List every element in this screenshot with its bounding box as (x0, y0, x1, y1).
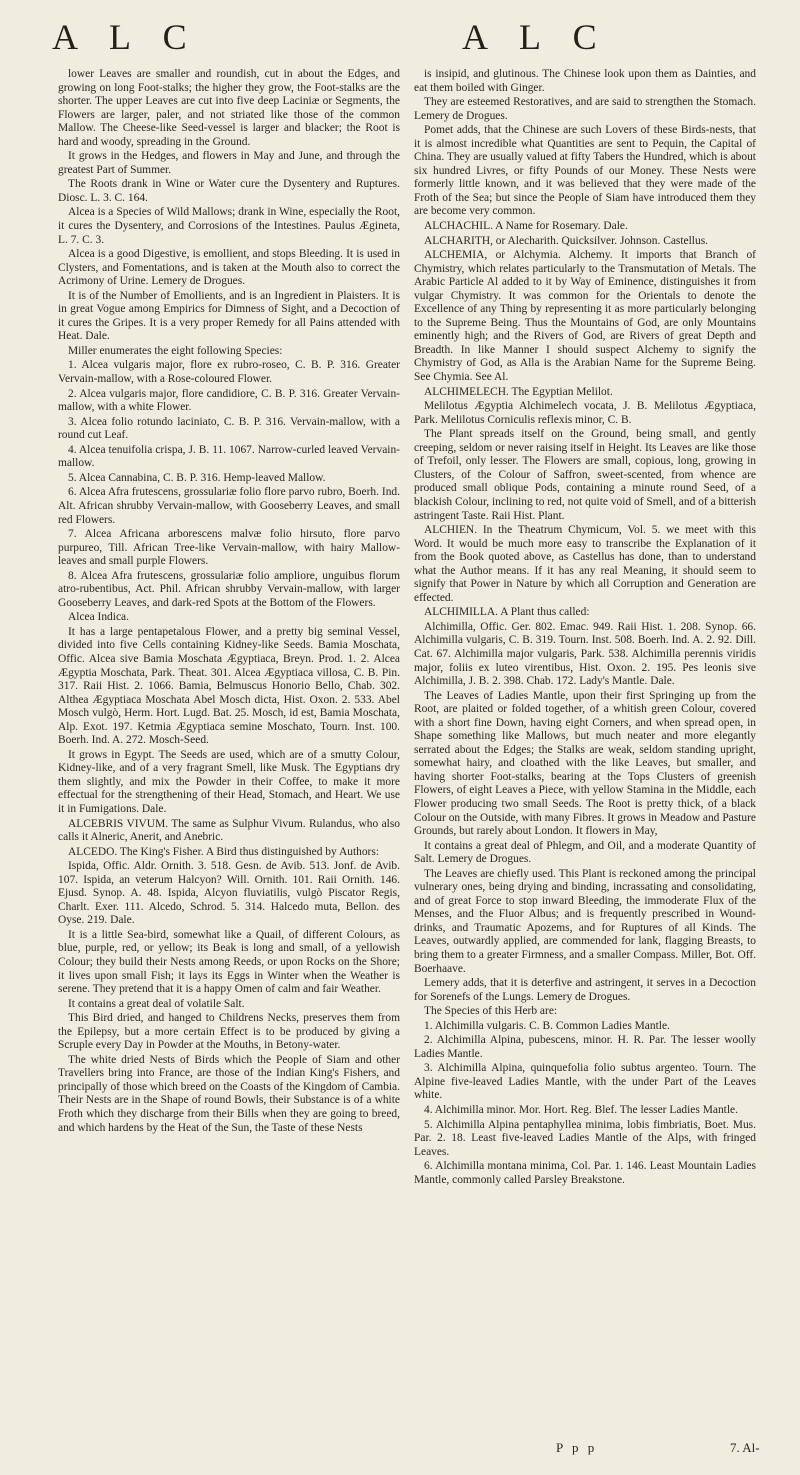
paragraph: They are esteemed Restoratives, and are said to strengthen the Stomach. Lemery de Drogues. (414, 96, 756, 122)
paragraph: This Bird dried, and hanged to Childrens Necks, preserves them from the Epilepsy, but a more certain Effect is to be produced by giving a Scruple every Day in Powder at the Mouths, in Betony-water. (58, 1012, 400, 1052)
paragraph: ALCEBRIS VIVUM. The same as Sulphur Vivum. Rulandus, who also calls it Alneric, Anerit, and Anebric. (58, 817, 400, 844)
paragraph: The white dried Nests of Birds which the People of Siam and other Travellers bring into France, are those of the Indian King's Fishers, and principally of those which breed on the Coasts of the Kingdom of Cambia. Their Nests are in the Shape of round Bowls, their Substance is of a white Froth which they discharge from their Bills when they are going to breed, and which hardens by the Heat of the Sun, the Taste of these Nests (58, 1053, 400, 1134)
paragraph: The Roots drank in Wine or Water cure the Dysentery and Ruptures. Diosc. L. 3. C. 164. (58, 178, 400, 204)
signature-mark: P p p (556, 1440, 598, 1455)
right-column (414, 68, 756, 1438)
paragraph: Ispida, Offic. Aldr. Ornith. 3. 518. Gesn. de Avib. 513. Jonf. de Avib. 107. Ispida, an veterum Halcyon? Will. Ornith. 101. Raii Ornith. 146. Ejusd. Synop. A. 48. Ispida, Alcyon fluviatilis, vulgò Piscator Regis, Charlt. Exer. 111. Alcedo, Schrod. 5. 314. Halcedo muta, Bellon. des Oyse. 219. Dale. (58, 860, 400, 927)
paragraph: The Leaves of Ladies Mantle, upon their first Springing up from the Root, are plaited or folded together, of a whitish green Colour, covered with a short fine Down, having eight Corners, and when spread open, in Shape something like Mallows, but much neater and more elegantly serrated about the Edges; the Stalks are weak, seldom standing upright, somewhat hairy, and cloathed with the like Leaves, but smaller, and having shorter Foot-stalks, bearing at the Tops Clusters of greenish Flowers, of eight Leaves a Piece, with yellow Stamina in the Middle, each Flower producing two small Seeds. The Root is pretty thick, of a black Colour on the Outside, with many Fibres. It grows in Meadow and Pasture Grounds, but rarely about London. It flowers in May, (414, 689, 756, 838)
paragraph: It grows in Egypt. The Seeds are used, which are of a smutty Colour, Kidney-like, and of a very fragrant Smell, like Musk. The Egyptians dry them slightly, and mix the Powder in their Coffee, to make it more effectual for the strengthening of their Head, Stomach, and Heart. We use it in Fumigations. Dale. (58, 748, 400, 815)
paragraph: The Plant spreads itself on the Ground, being small, and gently creeping, seldom or never raising itself in Height. Its Leaves are like those of Trefoil, only lesser. The Flowers are small, copious, long, growing in Clusters, of the Colour of Saffron, sweet-scented, from whence are produced small oblique Pods, containing a minute round Seed, of a blackish Colour, inclining to red, not quite void of Smell, and of a bitterish astringent Taste. Raii Hist. Plant. (414, 428, 756, 522)
paragraph: 2. Alchimilla Alpina, pubescens, minor. H. R. Par. The lesser woolly Ladies Mantle. (414, 1034, 756, 1060)
paragraph: 8. Alcea Afra frutescens, grossulariæ folio ampliore, unguibus florum atro-rubentibus, Act. Phil. African shrubby Vervain-mallow, with larger Gooseberry Leaves, and dark-red Spots at the Bottom of the Flowers. (58, 569, 400, 609)
paragraph: ALCEDO. The King's Fisher. A Bird thus distinguished by Authors: (68, 845, 379, 858)
left-column (58, 68, 400, 1438)
paragraph: It is a little Sea-bird, somewhat like a Quail, of different Colours, as blue, purple, red, or yellow; its Beak is long and small, of a yellowish Colour; they build their Nests among Reeds, or upon Rocks on the Shore; it lives upon small Fish; it lays its Eggs in Winter when the Weather is serene. They pretend that it is a happy Omen of calm and fair Weather. (58, 928, 400, 996)
paragraph: 7. Alcea Africana arborescens malvæ folio hirsuto, flore parvo purpureo, Till. African Tree-like Vervain-mallow, with hairy Mallow-leaves and small purple Flowers. (58, 528, 400, 568)
paragraph: lower Leaves are smaller and roundish, cut in about the Edges, and growing on long Foot-stalks; the higher they grow, the Foot-stalks are the shorter. The upper Leaves are cut into five deep Laciniæ or Segments, the Flowers are larger, paler, and not striated like those of the common Mallow. The Cheese-like Seed-vessel is larger and blacker; the Root is hard and woody, spreading in the Ground. (58, 68, 400, 148)
paragraph: Miller enumerates the eight following Species: (68, 344, 283, 357)
running-head-right: A L C (462, 17, 609, 57)
paragraph: ALCHARITH, or Alecharith. Quicksilver. Johnson. Castellus. (424, 234, 708, 247)
paragraph: The Species of this Herb are: (424, 1005, 558, 1018)
paragraph: 2. Alcea vulgaris major, flore candidiore, C. B. P. 316. Greater Vervain-mallow, with a white Flower. (58, 387, 400, 414)
paragraph: It has a large pentapetalous Flower, and a pretty big seminal Vessel, divided into five Cells containing Kidney-like Seeds. Bamia Moschata, Offic. Alcea sive Bamia Moschata Ægyptiaca, Breyn. Prod. 1. 2. Alcea Ægyptia Moschata, Park. Theat. 301. Alcea Ægyptiaca villosa, C. B. Pin. 317. Raii Hist. 2. 1066. Bamia, Belmuscus Honorio Bello, Chab. 302. Althea Ægyptiaca Moschata Abel Mosch dicta, Hist. Oxon. 2. 533. Abel Mosch vulgò, Herm. Hort. Lugd. Bat. 25. Mosch, id est, Bamia Moschata, Alp. Exot. 197. Ketmia Ægyptiaca semine Moschato, Tourn. Inst. 100. Boerh. Ind. A. 272. Mosch-Seed. (58, 625, 400, 747)
paragraph: is insipid, and glutinous. The Chinese look upon them as Dainties, and eat them boiled with Ginger. (414, 68, 756, 94)
catchword: 7. Al- (730, 1440, 760, 1455)
paragraph: Alcea is a good Digestive, is emollient, and stops Bleeding. It is used in Clysters, and Fomentations, and is taken at the Mouth also to correct the Acrimony of Urine. Lemery de Drogues. (58, 248, 400, 288)
paragraph: 4. Alchimilla minor. Mor. Hort. Reg. Blef. The lesser Ladies Mantle. (424, 1104, 738, 1117)
paragraph: 3. Alchimilla Alpina, quinquefolia folio subtus argenteo. Tourn. The Alpine five-leaved Ladies Mantle, with the under Part of the Leaves white. (414, 1062, 756, 1102)
paragraph: ALCHEMIA, or Alchymia. Alchemy. It imports that Branch of Chymistry, which relates particularly to the Transmutation of Metals. The Arabic Particle Al added to it by Way of Eminence, distinguishes it from vulgar Chymistry. It was common for the Orientals to denote the Excellence of any Thing by representing it as more particularly belonging to the Supreme Being. Thus the Mountains of God, are only Mountains eminently high; and the Rivers of God, are Rivers of great Depth and Breadth. In like Manner I should suspect Alchemy to signify the Chymistry of God, as Alla is the Arabian Name for the Supreme Being. See Chymia. See Al. (414, 249, 756, 384)
running-head-left: A L C (52, 17, 199, 57)
paragraph: 1. Alcea vulgaris major, flore ex rubro-roseo, C. B. P. 316. Greater Vervain-mallow, with a Rose-coloured Flower. (58, 359, 400, 386)
paragraph: 6. Alcea Afra frutescens, grossulariæ folio flore parvo rubro, Boerh. Ind. Alt. African shrubby Vervain-mallow, with Gooseberry Leaves, and small red Flowers. (58, 486, 400, 526)
paragraph: It contains a great deal of volatile Salt. (68, 997, 245, 1010)
paragraph: Lemery adds, that it is deterfive and astringent, it serves in a Decoction for Sorenefs of the Lungs. Lemery de Drogues. (414, 977, 756, 1003)
paragraph: 4. Alcea tenuifolia crispa, J. B. 11. 1067. Narrow-curled leaved Vervain-mallow. (58, 443, 400, 470)
paragraph: It contains a great deal of Phlegm, and Oil, and a moderate Quantity of Salt. Lemery de Drogues. (414, 839, 756, 866)
paragraph: Melilotus Ægyptia Alchimelech vocata, J. B. Melilotus Ægyptiaca, Park. Melilotus Corniculis reflexis minor, C. B. (414, 400, 756, 426)
paragraph: The Leaves are chiefly used. This Plant is reckoned among the principal vulnerary ones, being drying and binding, incrassating and consolidating, and of great Force to stop inward Bleeding, the immoderate Flux of the Menses, and the Fluor Albus; and is frequently prescribed in Wound-drinks, and Traumatic Apozems, and for Ruptures of all Kinds. The Leaves, outwardly applied, are commended for lank, flagging Breasts, to bring them to a greater Firmness, and a smaller Compass. Miller, Bot. Off. Boerhaave. (414, 867, 756, 975)
paragraph: It grows in the Hedges, and flowers in May and June, and through the greatest Part of Summer. (58, 150, 400, 176)
paragraph: 5. Alchimilla Alpina pentaphyllea minima, lobis fimbriatis, Boet. Mus. Par. 2. 18. Least five-leaved Ladies Mantle of the Alps, with fringed Leaves. (414, 1118, 756, 1158)
paragraph: It is of the Number of Emollients, and is an Ingredient in Plaisters. It is in great Vogue among Empirics for Dimness of Sight, and a Decoction of it cures the Gripes. It is a very proper Remedy for all Pains attended with Heat. Dale. (58, 289, 400, 343)
paragraph: Alchimilla, Offic. Ger. 802. Emac. 949. Raii Hist. 1. 208. Synop. 66. Alchimilla vulgaris, C. B. 319. Tourn. Inst. 508. Boerh. Ind. A. 2. 92. Dill. Cat. 67. Alchimilla major vulgaris, Park. 538. Alchimilla perennis viridis major, foliis ex luteo virentibus, Hist. Oxon. 2. 195. Pes leonis sive Alchimilla, J. B. 2. 398. Chab. 172. Lady's Mantle. Dale. (414, 620, 756, 688)
paragraph: ALCHACHIL. A Name for Rosemary. Dale. (424, 220, 628, 233)
paragraph: ALCHIEN. In the Theatrum Chymicum, Vol. 5. we meet with this Word. It would be much more easy to transcribe the Explanation of it from the Book quoted above, as Castellus has done, than to understand what the Author means. If it has any real Meaning, it should seem to signify that Power in Nature by which all Corruption and Generation are effected. (414, 524, 756, 604)
paragraph: 6. Alchimilla montana minima, Col. Par. 1. 146. Least Mountain Ladies Mantle, commonly called Parsley Breakstone. (414, 1160, 756, 1186)
paragraph: 3. Alcea folio rotundo laciniato, C. B. P. 316. Vervain-mallow, with a round cut Leaf. (58, 415, 400, 442)
paragraph: Pomet adds, that the Chinese are such Lovers of these Birds-nests, that it is almost incredible what Quantities are sent to Pequin, the Capital of China. They are usually valued at fifty Tabers the Hundred, which is about six hundred Livres, or fifty Pounds of our Money. These Nests were formerly little known, and it was believed that they were made of the Froth of the Sea; but since the People of Siam have introduced them they are become very common. (414, 124, 756, 218)
paragraph: 1. Alchimilla vulgaris. C. B. Common Ladies Mantle. (424, 1019, 670, 1032)
paragraph: 5. Alcea Cannabina, C. B. P. 316. Hemp-leaved Mallow. (68, 471, 326, 484)
paragraph: Alcea is a Species of Wild Mallows; drank in Wine, especially the Root, it cures the Dysentery, and Corrosions of the Intestines. Paulus Ægineta, L. 7. C. 3. (58, 206, 400, 246)
paragraph: ALCHIMELECH. The Egyptian Melilot. (424, 385, 613, 398)
paragraph: Alcea Indica. (68, 611, 129, 624)
paragraph: ALCHIMILLA. A Plant thus called: (424, 606, 590, 619)
